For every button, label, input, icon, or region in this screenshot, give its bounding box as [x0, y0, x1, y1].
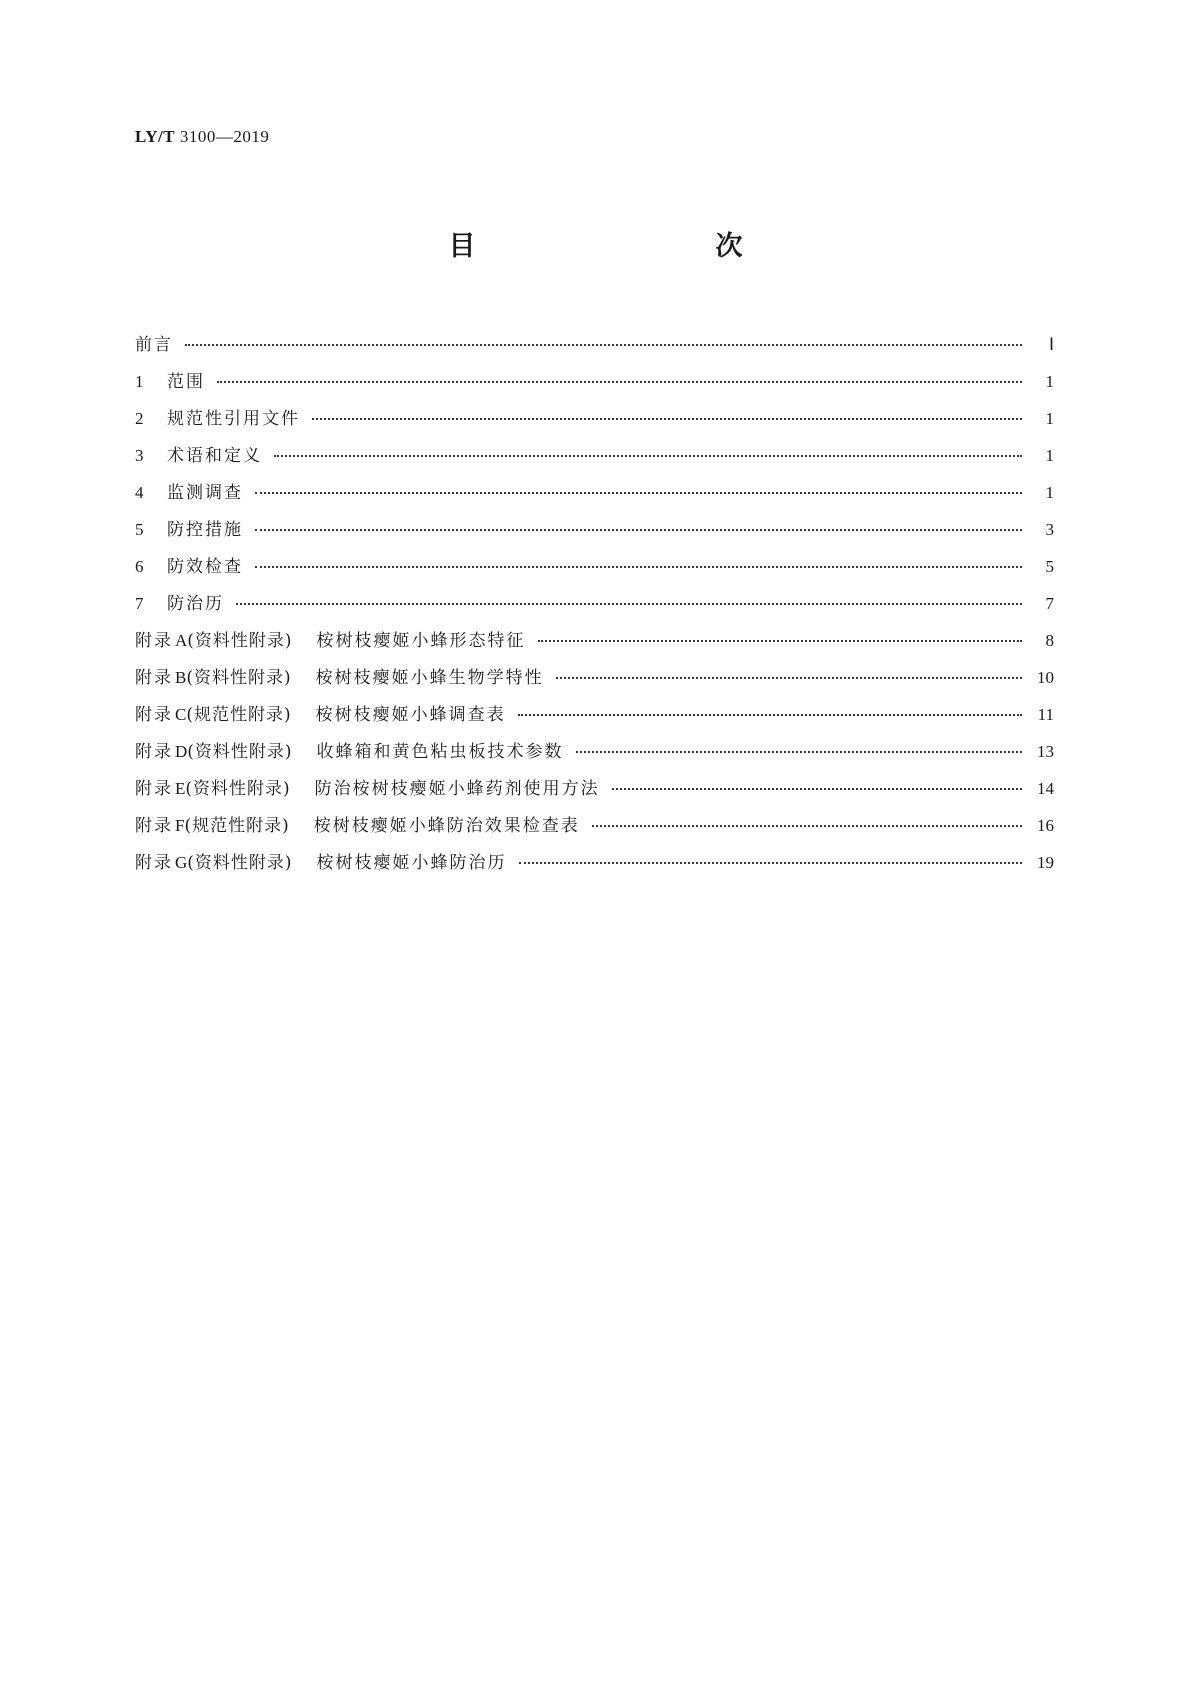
toc-annex-page: 19	[1037, 853, 1054, 872]
toc-entry-page: Ⅰ	[1048, 335, 1054, 354]
dot-leader	[185, 342, 1022, 346]
dot-leader	[592, 823, 1022, 827]
dot-leader	[556, 675, 1022, 679]
standard-code-prefix: LY/T	[135, 127, 176, 146]
annex-title: 桉树枝瘿姬小蜂调查表	[315, 705, 506, 725]
annex-letter: A	[175, 631, 188, 650]
annex-letter: C	[175, 705, 187, 724]
standard-code	[135, 127, 269, 147]
toc-entry-foreword[interactable]	[135, 326, 1054, 363]
toc-entry-label: 监测调查	[167, 483, 243, 503]
annex-type: (规范性附录)	[186, 705, 292, 725]
toc-entry-label: 规范性引用文件	[167, 409, 300, 429]
toc-entry-3[interactable]	[135, 437, 1054, 474]
annex-title: 桉树枝瘿姬小蜂防治效果检查表	[313, 816, 580, 836]
toc-entry-page: 3	[1045, 520, 1054, 539]
toc-entry-page: 1	[1045, 483, 1054, 502]
toc-entry-label: 前言	[135, 335, 173, 355]
toc-annex-page: 11	[1037, 705, 1054, 724]
toc-entry-number: 6	[135, 557, 144, 576]
toc-annex-e[interactable]	[135, 770, 1054, 807]
toc-annex-label	[135, 733, 564, 771]
annex-prefix: 附录	[135, 742, 173, 762]
annex-letter: F	[175, 816, 185, 835]
toc-entry-number: 4	[135, 483, 144, 502]
dot-leader	[519, 860, 1022, 864]
annex-type: (资料性附录)	[185, 779, 291, 799]
toc-annex-page: 16	[1037, 816, 1054, 835]
toc-entry-7[interactable]	[135, 585, 1054, 622]
toc-annex-page: 14	[1037, 779, 1054, 798]
toc-annex-label	[135, 770, 600, 808]
toc-annex-page: 13	[1037, 742, 1054, 761]
dot-leader	[255, 527, 1022, 531]
toc-entry-page: 5	[1045, 557, 1054, 576]
toc-annex-label	[135, 622, 526, 660]
toc-entry-label: 防治历	[167, 594, 224, 614]
toc-annex-f[interactable]	[135, 807, 1054, 844]
toc-annex-label	[135, 807, 580, 845]
annex-prefix: 附录	[135, 816, 173, 836]
annex-letter: D	[175, 742, 188, 761]
annex-title: 桉树枝瘿姬小蜂防治历	[316, 853, 507, 873]
toc-entry-label: 防控措施	[167, 520, 243, 540]
toc-entry-label: 范围	[167, 372, 205, 392]
toc-entry-4[interactable]	[135, 474, 1054, 511]
toc-entry-label: 术语和定义	[167, 446, 262, 466]
toc-annex-label	[135, 844, 507, 882]
toc-entry-page: 7	[1045, 594, 1054, 613]
annex-type: (资料性附录)	[187, 631, 293, 651]
toc-entry-number: 5	[135, 520, 144, 539]
toc-entry-2[interactable]	[135, 400, 1054, 437]
annex-letter: E	[175, 779, 186, 798]
dot-leader	[236, 601, 1022, 605]
dot-leader	[217, 379, 1022, 383]
annex-type: (规范性附录)	[184, 816, 290, 836]
toc-entry-5[interactable]	[135, 511, 1054, 548]
annex-type: (资料性附录)	[187, 742, 293, 762]
dot-leader	[312, 416, 1022, 420]
annex-prefix: 附录	[135, 853, 173, 873]
toc-annex-b[interactable]	[135, 659, 1054, 696]
dot-leader	[538, 638, 1022, 642]
toc-annex-label	[135, 659, 544, 697]
annex-prefix: 附录	[135, 705, 173, 725]
annex-title: 桉树枝瘿姬小蜂形态特征	[316, 631, 526, 651]
standard-code-number: 3100—2019	[179, 127, 270, 146]
annex-prefix: 附录	[135, 668, 173, 688]
toc-entry-number: 1	[135, 372, 144, 391]
dot-leader	[255, 564, 1022, 568]
toc-entry-label: 防效检查	[167, 557, 243, 577]
toc-annex-c[interactable]	[135, 696, 1054, 733]
annex-prefix: 附录	[135, 779, 173, 799]
dot-leader	[274, 453, 1022, 457]
toc-entry-page: 1	[1045, 446, 1054, 465]
annex-title: 桉树枝瘿姬小蜂生物学特性	[315, 668, 544, 688]
toc-annex-d[interactable]	[135, 733, 1054, 770]
dot-leader	[612, 786, 1022, 790]
page-title: 目 次	[448, 231, 805, 262]
toc-entry-number: 3	[135, 446, 144, 465]
annex-prefix: 附录	[135, 631, 173, 651]
dot-leader	[255, 490, 1022, 494]
annex-title: 防治桉树枝瘿姬小蜂药剂使用方法	[314, 779, 600, 799]
table-of-contents	[135, 326, 1054, 881]
toc-entry-1[interactable]	[135, 363, 1054, 400]
toc-annex-g[interactable]	[135, 844, 1054, 881]
toc-annex-a[interactable]	[135, 622, 1054, 659]
annex-type: (资料性附录)	[186, 668, 292, 688]
toc-annex-label	[135, 696, 506, 734]
toc-entry-number: 7	[135, 594, 144, 613]
toc-entry-page: 1	[1045, 409, 1054, 428]
dot-leader	[518, 712, 1022, 716]
dot-leader	[576, 749, 1022, 753]
annex-letter: G	[175, 853, 188, 872]
toc-annex-page: 8	[1045, 631, 1054, 650]
annex-type: (资料性附录)	[187, 853, 293, 873]
toc-entry-6[interactable]	[135, 548, 1054, 585]
toc-entry-number: 2	[135, 409, 144, 428]
toc-annex-page: 10	[1037, 668, 1054, 687]
annex-title: 收蜂箱和黄色粘虫板技术参数	[316, 742, 564, 762]
toc-entry-page: 1	[1045, 372, 1054, 391]
annex-letter: B	[175, 668, 187, 687]
